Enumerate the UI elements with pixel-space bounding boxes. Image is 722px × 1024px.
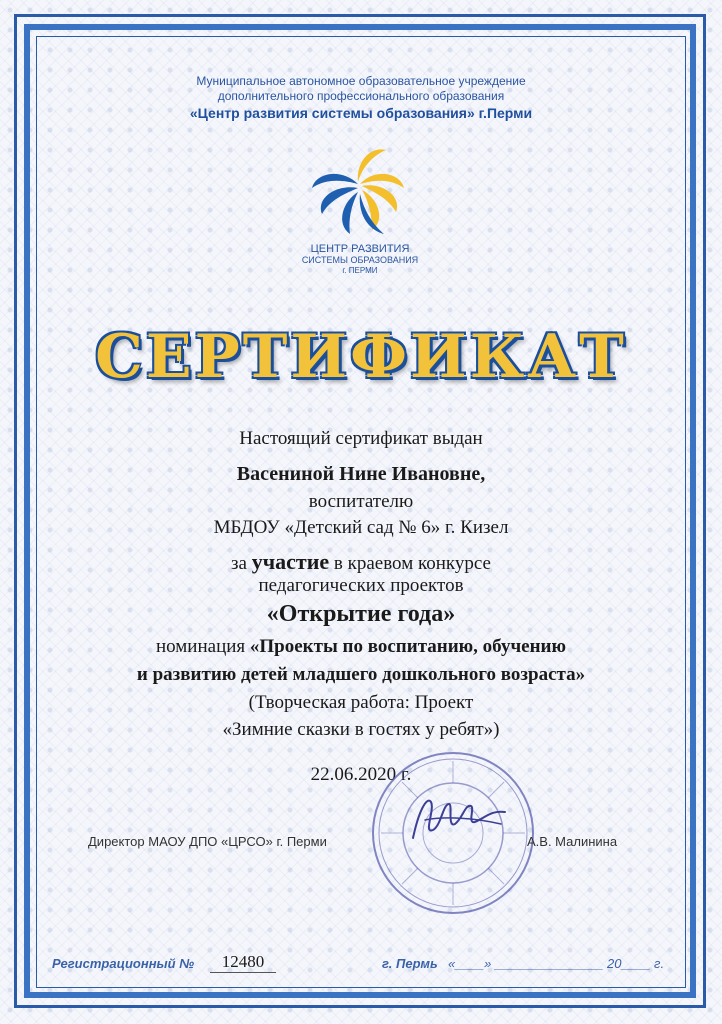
footer-date-blank: «____» _______________ 20____ г. xyxy=(448,956,665,971)
issued-text: Настоящий сертификат выдан xyxy=(239,428,483,449)
director-label: Директор МАОУ ДПО «ЦРСО» г. Перми xyxy=(88,834,327,849)
logo-caption-1: ЦЕНТР РАЗВИТИЯ xyxy=(310,243,410,255)
organization-name: «Центр развития системы образования» г.Перми xyxy=(189,105,533,121)
certificate-title: СЕРТИФИКАТ xyxy=(95,322,627,392)
logo-caption-3: г. ПЕРМИ xyxy=(342,266,378,275)
registration-label: Регистрационный № xyxy=(52,956,195,971)
nomination-title-2: и развитию детей младшего дошкольного возраста» xyxy=(136,664,586,685)
work-line-2: «Зимние сказки в гостях у ребят») xyxy=(222,719,500,740)
nomination-prefix: номинация xyxy=(155,636,246,657)
signature-icon xyxy=(405,790,515,850)
contest-name: «Открытие года» xyxy=(266,601,456,627)
for-suffix: в краевом конкурсе xyxy=(333,553,491,574)
recipient-position: воспитателю xyxy=(308,491,414,512)
certificate-date: 22.06.2020 г. xyxy=(310,764,412,785)
organization-line-1: Муниципальное автономное образовательное учреждение xyxy=(196,74,526,88)
recipient-name: Васениной Нине Ивановне, xyxy=(236,463,486,485)
nomination-line-1 xyxy=(0,636,722,658)
participation-word: участие xyxy=(251,549,330,574)
crsp-logo-icon xyxy=(290,130,430,275)
logo-caption-2: СИСТЕМЫ ОБРАЗОВАНИЯ xyxy=(301,255,419,265)
footer-city: г. Пермь xyxy=(382,956,438,971)
nomination-title-1: «Проекты по воспитанию, обучению xyxy=(249,636,567,657)
work-line-1: (Творческая работа: Проект xyxy=(248,692,474,713)
participation-line xyxy=(0,551,722,575)
contest-text: педагогических проектов xyxy=(258,575,464,596)
institution: МБДОУ «Детский сад № 6» г. Кизел xyxy=(213,517,509,538)
for-prefix: за xyxy=(231,553,247,574)
organization-line-2: дополнительного профессионального образования xyxy=(217,89,505,103)
registration-number: 12480 xyxy=(210,952,276,973)
director-name: А.В. Малинина xyxy=(527,834,618,849)
